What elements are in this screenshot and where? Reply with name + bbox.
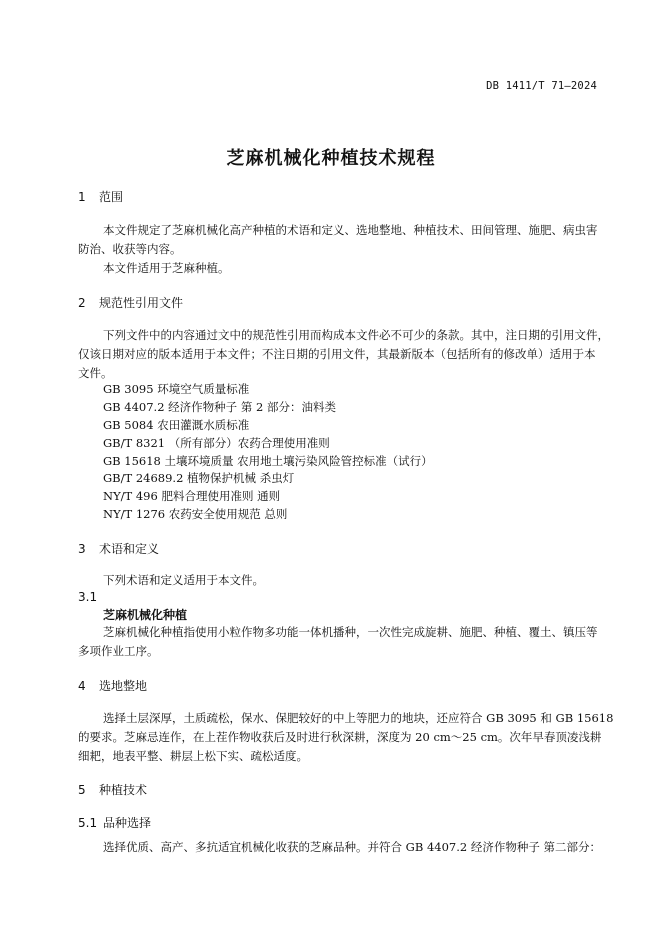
references-intro-line: 下列文件中的内容通过文中的规范性引用而构成本文件必不可少的条款。其中，注日期的引用文件， [103,328,609,342]
subsection-number [78,590,97,604]
reference-item: GB 5084 农田灌溉水质标准 [103,418,250,432]
reference-item: NY/T 1276 农药安全使用规范 总则 [103,507,288,521]
references-intro-line: 文件。 [78,366,113,380]
page-title: 芝麻机械化种植技术规程 [226,148,436,169]
reference-item: NY/T 496 肥料合理使用准则 通则 [103,489,281,503]
section-2-heading [78,294,183,311]
section-title: 规范性引用文件 [99,296,184,310]
term-definition-line: 多项作业工序。 [78,644,159,658]
section-number: 4 [78,679,86,693]
subsection-5-1-heading [78,814,151,831]
reference-item: GB 3095 环境空气质量标准 [103,382,250,396]
scope-applicability: 本文件适用于芝麻种植。 [103,261,230,275]
reference-item: GB/T 8321 （所有部分）农药合理使用准则 [103,436,330,450]
references-intro-line: 仅该日期对应的版本适用于本文件；不注日期的引用文件，其最新版本（包括所有的修改单）适用于本 [78,347,596,361]
scope-paragraph-line: 防治、收获等内容。 [78,242,182,256]
section-1-heading [78,188,123,205]
section-number: 2 [78,296,86,310]
scope-paragraph-line: 本文件规定了芝麻机械化高产种植的术语和定义、选地整地、种植技术、田间管理、施肥、病虫害 [103,223,598,237]
section-title: 术语和定义 [99,542,160,556]
reference-item: GB 15618 土壤环境质量 农用地土壤污染风险管控标准（试行） [103,454,433,468]
section-number: 1 [78,190,86,204]
section-4-heading [78,677,147,694]
section-title: 范围 [99,190,124,204]
site-prep-paragraph-line: 的要求。芝麻忌连作，在上茬作物收获后及时进行秋深耕，深度为 20 cm～25 cm。次年早春顶凌浅耕 [78,730,602,744]
term-definition-line: 芝麻机械化种植指使用小粒作物多功能一体机播种，一次性完成旋耕、施肥、种植、覆土、镇压等 [103,625,598,639]
reference-item: GB 4407.2 经济作物种子 第 2 部分：油料类 [103,400,336,414]
subsection-number: 5.1 [78,816,98,830]
subsection-title: 品种选择 [103,816,152,830]
document-number: DB 1411/T 71—2024 [486,80,597,92]
site-prep-paragraph-line: 细耙，地表平整、耕层上松下实、疏松适度。 [78,749,308,763]
variety-selection-line: 选择优质、高产、多抗适宜机械化收获的芝麻品种。并符合 GB 4407.2 经济作物种子 第二部分： [103,840,601,854]
section-5-heading [78,781,147,798]
term-heading: 芝麻机械化种植 [103,608,188,622]
subsection-3-1-number: 3.1 [78,590,98,604]
site-prep-paragraph-line: 选择土层深厚，土质疏松，保水、保肥较好的中上等肥力的地块，还应符合 GB 3095 和 GB 15618 [103,711,614,725]
reference-item: GB/T 24689.2 植物保护机械 杀虫灯 [103,471,295,485]
section-title: 种植技术 [99,783,148,797]
terms-intro: 下列术语和定义适用于本文件。 [103,573,264,587]
section-number: 3 [78,542,86,556]
section-3-heading [78,540,159,557]
section-title: 选地整地 [99,679,148,693]
section-number: 5 [78,783,86,797]
